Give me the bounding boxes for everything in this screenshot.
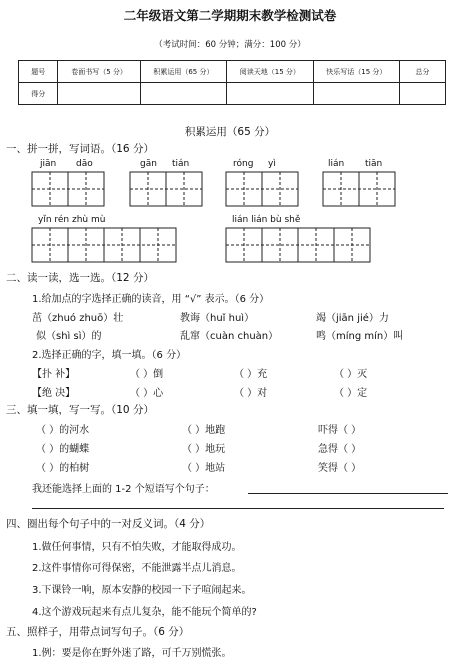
q2-fill2-label: 【绝 决】	[32, 388, 76, 399]
q2-fill2-b[interactable]: （ ）对	[234, 388, 268, 399]
q2-fill2-a[interactable]: （ ）心	[130, 388, 164, 399]
score-input-cell[interactable]	[313, 83, 399, 105]
pinyin-5: yǐn rén zhù mù	[38, 215, 106, 225]
writing-grid-1	[32, 172, 104, 206]
q2-fill2-c[interactable]: （ ）定	[334, 388, 368, 399]
q4-item-1[interactable]: 1.做任何事情，只有不怕失败，才能取得成功。	[32, 542, 242, 553]
score-input-cell[interactable]	[140, 83, 226, 105]
q3-row1-a[interactable]: （ ）的河水	[36, 425, 90, 436]
q3-row1-c[interactable]: 吓得（ ）	[318, 425, 362, 436]
q2-heading: 二、读一读，选一选。（12 分）	[6, 272, 154, 284]
score-header-cell: 阅读天地（15 分）	[227, 61, 313, 83]
pinyin-3a: róng	[233, 159, 254, 169]
q2-line1-c[interactable]: 竭（jiān jié）力	[316, 313, 389, 324]
score-header-cell: 卷面书写（5 分）	[58, 61, 140, 83]
score-input-cell[interactable]	[400, 83, 446, 105]
q3-row3-a[interactable]: （ ）的柏树	[36, 463, 90, 474]
pinyin-2a: gān	[140, 159, 157, 169]
score-header-cell: 总分	[400, 61, 446, 83]
score-table	[18, 60, 446, 105]
score-table-score-row	[19, 83, 446, 105]
q2-sub2: 2.选择正确的字，填一填。（6 分）	[32, 350, 187, 361]
q2-fill1-label: 【扑 补】	[32, 369, 76, 380]
pinyin-1b: dāo	[76, 159, 93, 169]
q3-heading: 三、填一填，写一写。（10 分）	[6, 404, 154, 416]
q5-example: 1.例：要是你在野外迷了路，可千万别慌张。	[32, 648, 232, 659]
q3-extra-prompt: 我还能选择上面的 1-2 个短语写个句子：	[32, 484, 215, 495]
q4-item-3[interactable]: 3.下课铃一响，原本安静的校园一下子喧闹起来。	[32, 585, 252, 596]
q5-heading: 五、照样子，用带点词写句子。（6 分）	[6, 626, 190, 638]
q2-fill1-b[interactable]: （ ）充	[234, 369, 268, 380]
q3-row3-b[interactable]: （ ）地站	[182, 463, 226, 474]
q1-heading: 一、拼一拼，写词语。（16 分）	[6, 143, 154, 155]
q2-line2-c[interactable]: 鸣（míng mín）叫	[316, 331, 404, 342]
score-input-cell[interactable]	[227, 83, 313, 105]
writing-grid-3	[226, 172, 298, 206]
document-title: 二年级语文第二学期期末教学检测试卷	[123, 8, 337, 23]
q2-line1-b[interactable]: 教诲（huǐ huì）	[180, 313, 255, 324]
writing-grid-4	[323, 172, 395, 206]
pinyin-2b: tián	[172, 159, 190, 169]
q4-heading: 四、圈出每个句子中的一对反义词。（4 分）	[6, 518, 211, 530]
answer-line[interactable]	[32, 508, 444, 509]
q4-item-2[interactable]: 2.这件事情你可得保密，不能泄露半点儿消息。	[32, 563, 242, 574]
score-row-label: 得分	[19, 83, 58, 105]
q3-row3-c[interactable]: 笑得（ ）	[318, 463, 362, 474]
score-table-header-row	[19, 61, 446, 83]
writing-grid-5	[32, 228, 176, 262]
pinyin-4a: lián	[328, 159, 345, 169]
exam-info: （考试时间：60 分钟；满分：100 分）	[154, 40, 306, 50]
q2-line2-b[interactable]: 乱窜（cuàn chuàn）	[180, 331, 279, 342]
pinyin-3b: yì	[268, 159, 276, 169]
q3-row2-c[interactable]: 急得（ ）	[318, 444, 362, 455]
q3-row2-b[interactable]: （ ）地玩	[182, 444, 226, 455]
q2-fill1-a[interactable]: （ ）倒	[130, 369, 164, 380]
answer-line[interactable]	[248, 493, 448, 494]
q2-line2-a[interactable]: 似（shì sì）的	[36, 331, 102, 342]
writing-grid-row1[interactable]	[0, 170, 460, 210]
q3-row2-a[interactable]: （ ）的蝴蝶	[36, 444, 90, 455]
pinyin-4b: tiān	[365, 159, 383, 169]
q2-sub1: 1.给加点的字选择正确的读音，用 “√” 表示。（6 分）	[32, 294, 270, 305]
q2-line1-a[interactable]: 茁（zhuó zhuō）壮	[32, 313, 124, 324]
score-header-cell: 题号	[19, 61, 58, 83]
score-header-cell: 快乐写话（15 分）	[313, 61, 399, 83]
writing-grid-row2[interactable]	[0, 226, 460, 266]
score-input-cell[interactable]	[58, 83, 140, 105]
pinyin-1a: jiān	[40, 159, 57, 169]
q2-fill1-c[interactable]: （ ）灭	[334, 369, 368, 380]
pinyin-6: lián lián bù shě	[232, 215, 301, 225]
q4-item-4[interactable]: 4.这个游戏玩起来有点儿复杂，能不能玩个简单的?	[32, 607, 257, 618]
writing-grid-6	[226, 228, 370, 262]
writing-grid-2	[130, 172, 202, 206]
part-heading: 积累运用（65 分）	[184, 126, 276, 138]
q3-row1-b[interactable]: （ ）地跑	[182, 425, 226, 436]
score-header-cell: 积累运用（65 分）	[140, 61, 226, 83]
